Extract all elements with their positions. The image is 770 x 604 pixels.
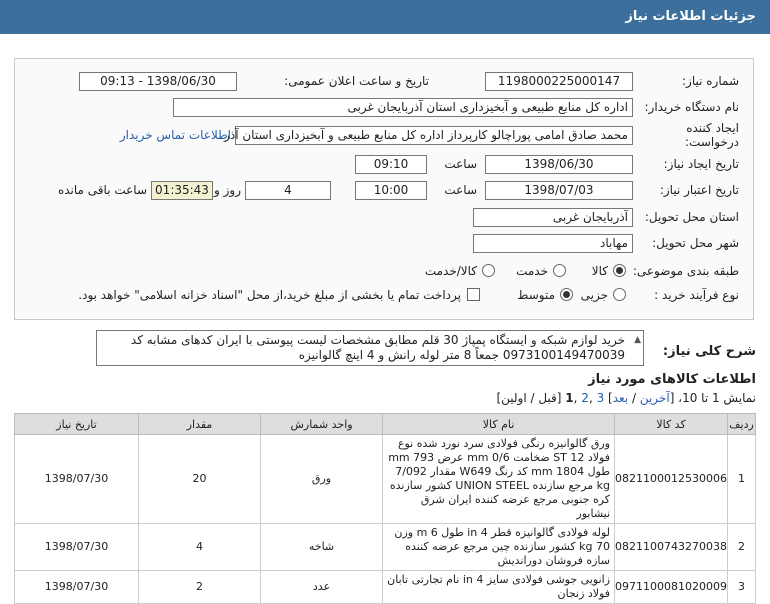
treasury-note: پرداخت تمام یا بخشی از مبلغ خرید،از محل "اسناد خزانه اسلامی" خواهد بود.: [78, 288, 461, 302]
created-date-label: تاریخ ایجاد نیاز:: [663, 157, 739, 171]
category-label: طبقه بندی موضوعی:: [632, 264, 739, 278]
city-label: شهر محل تحویل:: [652, 236, 739, 250]
buyer-contact-link[interactable]: اطلاعات تماس خریدار: [119, 128, 231, 142]
pager-sep: ,: [573, 391, 582, 405]
pager-sep: ,: [588, 391, 597, 405]
table-row[interactable]: [15, 524, 756, 571]
need-number-field[interactable]: 1198000225000147: [485, 72, 633, 91]
goods-table: [14, 413, 756, 604]
col-header-qty: مقدار: [139, 414, 261, 435]
description-label: شرح کلی نیاز:: [662, 344, 756, 359]
col-header-date: تاریخ نیاز: [15, 414, 139, 435]
category-service-label: خدمت: [516, 264, 548, 278]
valid-time-label: ساعت: [444, 183, 477, 197]
page-header: [0, 0, 770, 34]
city-field[interactable]: مهاباد: [473, 234, 633, 253]
cell-name: لوله فولادی گالوانیزه قطر 4 in طول 6 m وزن 70 kg کشور سازنده چین مرجع عرضه کننده سازه فروشان دورانديش: [383, 524, 615, 571]
creator-label-line1: ایجاد کننده: [686, 121, 739, 135]
goods-section-title: اطلاعات کالاهای مورد نیاز: [588, 372, 756, 387]
cell-code: 0821100012530006: [615, 435, 728, 524]
category-goods-radio[interactable]: [613, 264, 626, 277]
pager-page-2[interactable]: 2: [581, 391, 589, 405]
creator-label-line2: درخواست:: [685, 135, 739, 149]
cell-date: 1398/07/30: [15, 435, 139, 524]
category-both-radio[interactable]: [482, 264, 495, 277]
category-both-label: کالا/خدمت: [424, 264, 477, 278]
created-time-field[interactable]: 09:10: [355, 155, 427, 174]
need-number-label: شماره نیاز:: [682, 74, 739, 88]
col-header-row-number: ردیف: [728, 414, 756, 435]
valid-date-field[interactable]: 1398/07/03: [485, 181, 633, 200]
buyer-org-field[interactable]: اداره کل منابع طبیعی و آبخیزداری استان آذربایجان غربی: [173, 98, 633, 117]
valid-date-label: تاریخ اعتبار نیاز:: [659, 183, 739, 197]
need-info-panel: [14, 58, 754, 320]
pager-sep: ]: [604, 391, 613, 405]
page-title: جزئیات اطلاعات نیاز: [625, 9, 756, 24]
description-textarea[interactable]: [96, 330, 644, 366]
valid-time-field[interactable]: 10:00: [355, 181, 427, 200]
pager-last-link[interactable]: آخرین: [639, 391, 670, 405]
process-minor-label: جزیی: [580, 288, 608, 302]
created-date-field[interactable]: 1398/06/30: [485, 155, 633, 174]
cell-row-number: 1: [728, 435, 756, 524]
pager-prefix: نمایش 1 تا 10، [: [669, 391, 756, 405]
province-field[interactable]: آذربایجان غربی: [473, 208, 633, 227]
pagination: [496, 391, 756, 405]
cell-name: ورق گالوانیزه رنگی فولادی سرد نورد شده نوع فولاد ST 12 ضخامت 0/6 mm عرض 793 mm طول 1804 mm کد رنگ W649 مقدار 7/092 kg مرجع سازنده UNION STEEL کشور سازنده کره جنوبی مرجع عرضه کننده ایران شرق نیشابور: [383, 435, 615, 524]
announce-label: تاریخ و ساعت اعلان عمومی:: [284, 74, 429, 88]
col-header-code: کد کالا: [615, 414, 728, 435]
cell-code: 0971100081020009: [615, 571, 728, 604]
cell-qty: 2: [139, 571, 261, 604]
days-field[interactable]: 4: [245, 181, 331, 200]
cell-date: 1398/07/30: [15, 524, 139, 571]
table-row[interactable]: [15, 571, 756, 604]
created-time-label: ساعت: [444, 157, 477, 171]
remaining-time-field: 01:35:43: [151, 181, 213, 200]
cell-unit: ورق: [261, 435, 383, 524]
buyer-org-label: نام دستگاه خریدار:: [644, 100, 739, 114]
cell-name: زانویی جوشی فولادی سایز 4 in نام تجارتی تابان فولاد زنجان: [383, 571, 615, 604]
pager-page-1: 1: [565, 391, 574, 405]
col-header-name: نام کالا: [383, 414, 615, 435]
days-label: روز و: [214, 183, 241, 197]
cell-code: 0821100743270038: [615, 524, 728, 571]
table-row[interactable]: [15, 435, 756, 524]
cell-qty: 4: [139, 524, 261, 571]
pager-page-3[interactable]: 3: [596, 391, 605, 405]
announce-field[interactable]: 1398/06/30 - 09:13: [79, 72, 237, 91]
cell-unit: شاخه: [261, 524, 383, 571]
col-header-unit: واحد شمارش: [261, 414, 383, 435]
process-minor-radio[interactable]: [613, 288, 626, 301]
process-medium-radio[interactable]: [560, 288, 573, 301]
category-service-radio[interactable]: [553, 264, 566, 277]
process-label: نوع فرآیند خرید :: [654, 288, 739, 302]
pager-next-link[interactable]: بعد: [612, 391, 629, 405]
pager-sep: /: [628, 391, 640, 405]
cell-date: 1398/07/30: [15, 571, 139, 604]
cell-qty: 20: [139, 435, 261, 524]
category-goods-label: کالا: [591, 264, 608, 278]
description-text: خرید لوازم شبکه و ایستگاه پمپاژ 30 قلم مطابق مشخصات لیست پیوستی با ایران کدهای مشابه کد 0973100149470039 جمعاً 8 متر لوله رانش و 4 اینچ گالوانیزه: [130, 333, 625, 362]
process-medium-label: متوسط: [517, 288, 555, 302]
cell-row-number: 2: [728, 524, 756, 571]
cell-row-number: 3: [728, 571, 756, 604]
creator-field[interactable]: محمد صادق امامی پوراچالو کارپرداز اداره کل منابع طبیعی و آبخیزداری استان آذر: [235, 126, 633, 145]
table-header-row: [15, 414, 756, 435]
province-label: استان محل تحویل:: [644, 210, 739, 224]
treasury-checkbox[interactable]: [467, 288, 480, 301]
remaining-label: ساعت باقی مانده: [57, 183, 147, 197]
pager-suffix: [قبل / اولین]: [496, 391, 566, 405]
scroll-up-icon[interactable]: ▲: [634, 335, 641, 345]
cell-unit: عدد: [261, 571, 383, 604]
